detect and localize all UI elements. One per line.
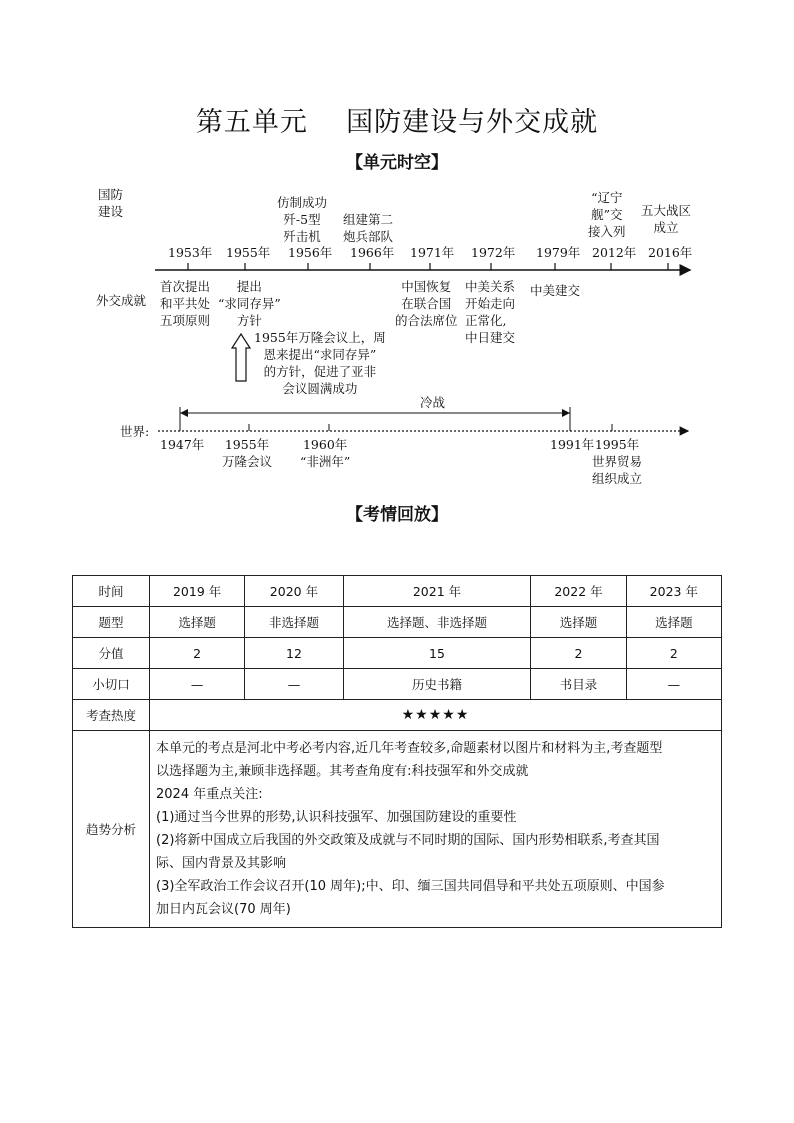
table-cell: 2021 年 xyxy=(343,576,531,607)
table-cell: 趋势分析 xyxy=(73,731,150,928)
china-year-ticks xyxy=(188,263,668,270)
table-cell: 12 xyxy=(245,638,343,669)
diplomacy-row-label: 外交成就 xyxy=(96,293,147,308)
table-cell: 2019 年 xyxy=(150,576,245,607)
year-label: 1956年 xyxy=(288,245,333,260)
table-cell: 2023 年 xyxy=(626,576,721,607)
table-cell: 历史书籍 xyxy=(343,669,531,700)
table-cell: — xyxy=(245,669,343,700)
trend-analysis-text: 本单元的考点是河北中考必考内容,近几年考查较多,命题素材以图片和材料为主,考查题型 以选择题为主,兼顾非选择题。其考查角度有:科技强军和外交成就 2024 年重点关注: (1)通过当今世界的形势,认识科技强军、加强国防建设的重要性 (2)将新中国成立后我国的外交政策及成就与不同时期的国际、国内形势相联系,考查其国 际、国内背景及其影响 (3)全军政治工作会议召开(10 周年);中、印、缅三国共同倡导和平共处五项原则、中国参 加日内瓦会议(70 周年) xyxy=(150,731,722,928)
table-row xyxy=(73,669,722,700)
heat-stars: ★★★★★ xyxy=(150,700,722,731)
diplomacy-event-1979: 中美建交 xyxy=(530,283,581,298)
table-cell: 选择题 xyxy=(531,607,626,638)
defense-event-2016: 五大战区 成立 xyxy=(641,203,692,235)
table-cell: 2 xyxy=(626,638,721,669)
table-cell: 书目录 xyxy=(531,669,626,700)
diplomacy-event-1971: 中国恢复 在联合国 的合法席位 xyxy=(395,279,458,328)
year-label: 1955年 xyxy=(226,245,271,260)
defense-event-1956: 仿制成功 歼-5型 歼击机 xyxy=(277,195,328,244)
section-heading-timeline: 【单元时空】 xyxy=(346,153,448,173)
table-cell: 15 xyxy=(343,638,531,669)
table-cell: 2022 年 xyxy=(531,576,626,607)
bandung-note: 1955年万隆会议上，周 恩来提出“求同存异” 的方针，促进了亚非 会议圆满成功 xyxy=(254,330,386,396)
table-cell: 小切口 xyxy=(73,669,150,700)
section-heading-exam: 【考情回放】 xyxy=(346,505,448,525)
diplomacy-event-1953: 首次提出 和平共处 五项原则 xyxy=(160,279,211,328)
table-cell: 考查热度 xyxy=(73,700,150,731)
table-cell: 非选择题 xyxy=(245,607,343,638)
year-label: 1966年 xyxy=(350,245,395,260)
world-event-1947: 1947年 xyxy=(160,437,205,452)
table-cell: 2 xyxy=(150,638,245,669)
year-label: 2016年 xyxy=(648,245,693,260)
bandung-up-arrow xyxy=(232,334,250,381)
year-label: 2012年 xyxy=(592,245,637,260)
table-cell: 2 xyxy=(531,638,626,669)
exam-stats-table xyxy=(72,575,722,928)
year-label: 1972年 xyxy=(471,245,516,260)
table-header-row xyxy=(73,576,722,607)
year-label: 1953年 xyxy=(168,245,213,260)
table-cell: 选择题 xyxy=(150,607,245,638)
cold-war-label: 冷战 xyxy=(420,395,446,410)
world-event-1991: 1991年 xyxy=(550,437,595,452)
world-event-1960: 1960年 “非洲年” xyxy=(300,437,351,469)
table-cell: 选择题、非选择题 xyxy=(343,607,531,638)
table-row xyxy=(73,638,722,669)
defense-row-label: 国防 建设 xyxy=(98,187,124,219)
world-event-1995: 1995年 世界贸易 组织成立 xyxy=(592,437,643,486)
table-row-trend xyxy=(73,731,722,928)
table-cell: 时间 xyxy=(73,576,150,607)
diplomacy-event-1955: 提出 “求同存异” 方针 xyxy=(218,279,281,328)
table-cell: 题型 xyxy=(73,607,150,638)
year-label: 1979年 xyxy=(536,245,581,260)
table-row xyxy=(73,607,722,638)
table-cell: 2020 年 xyxy=(245,576,343,607)
defense-event-2012: “辽宁 舰”交 接入列 xyxy=(588,190,626,239)
table-row-heat xyxy=(73,700,722,731)
table-cell: 分值 xyxy=(73,638,150,669)
table-cell: 选择题 xyxy=(626,607,721,638)
world-row-label: 世界: xyxy=(120,424,150,439)
year-label: 1971年 xyxy=(410,245,455,260)
world-year-ticks xyxy=(249,424,612,431)
table-cell: — xyxy=(150,669,245,700)
world-event-1955: 1955年 万隆会议 xyxy=(222,437,273,469)
defense-event-1966: 组建第二 炮兵部队 xyxy=(343,212,394,244)
page-title: 第五单元 国防建设与外交成就 xyxy=(195,107,599,138)
table-cell: — xyxy=(626,669,721,700)
diplomacy-event-1972: 中美关系 开始走向 正常化, 中日建交 xyxy=(465,279,516,345)
